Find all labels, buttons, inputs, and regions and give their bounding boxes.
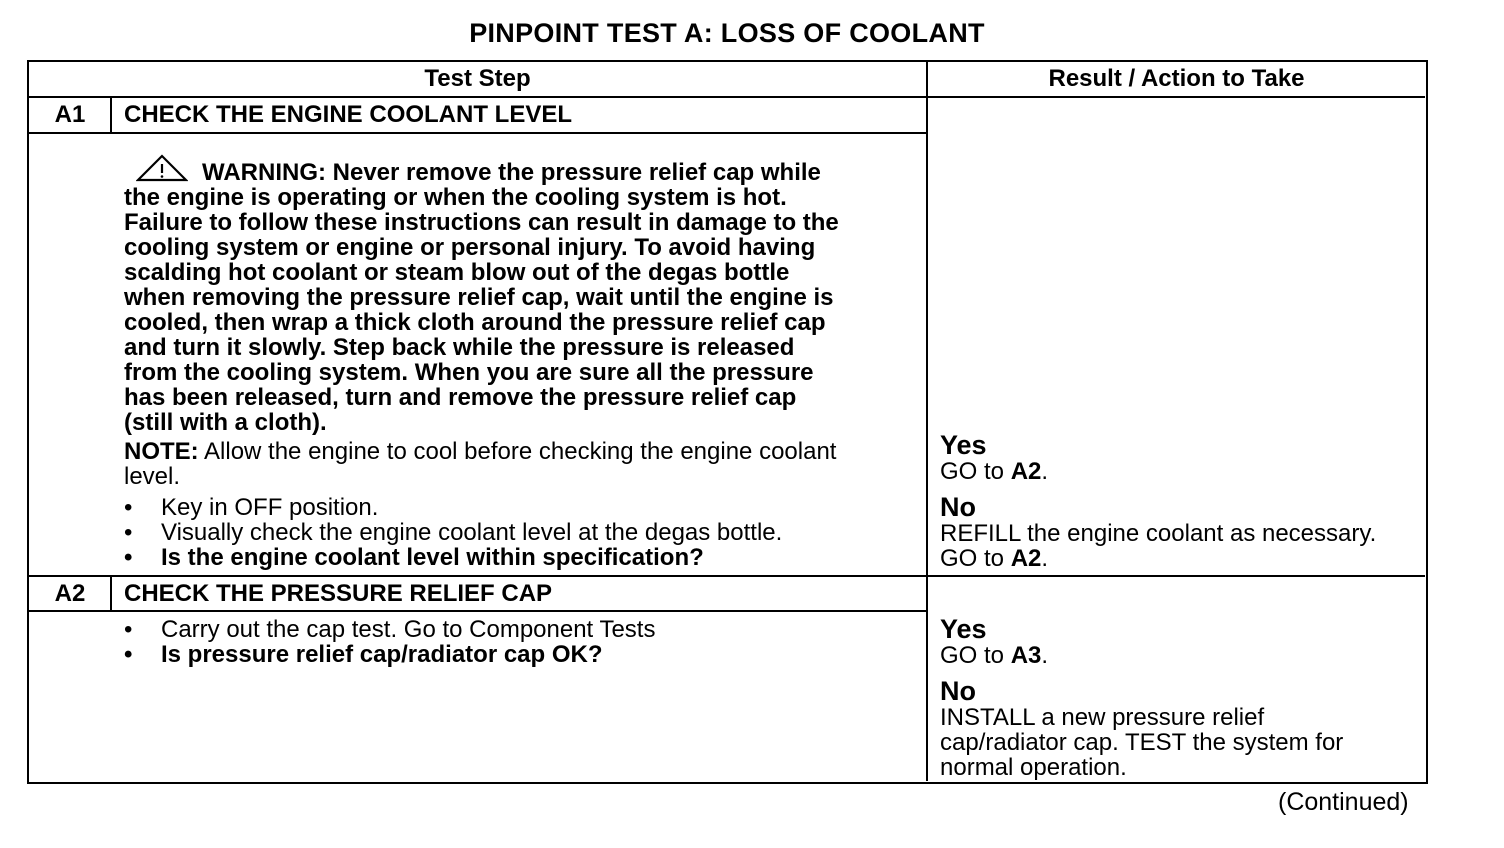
bullet-icon: • [124, 641, 133, 668]
result-no-label: No [940, 492, 976, 522]
result-block-a1 [940, 432, 1376, 571]
bullet-icon: • [124, 544, 133, 571]
column-divider [926, 62, 928, 781]
result-no-goto: GO to A2. [940, 545, 1049, 572]
warning-line: and turn it slowly. Step back while the pressure is released [124, 334, 795, 361]
bullet-list-a2 [124, 617, 914, 667]
pinpoint-test-table [27, 60, 1428, 784]
result-no-action: INSTALL a new pressure relief [940, 704, 1265, 731]
warning-line: cooled, then wrap a thick cloth around the pressure relief cap [124, 309, 826, 336]
result-yes-action: GO to A2. [940, 458, 1049, 485]
header-result-action: Result / Action to Take [1048, 65, 1305, 92]
page-title: PINPOINT TEST A: LOSS OF COOLANT [469, 18, 985, 48]
list-item: • Is pressure relief cap/radiator cap OK? [124, 641, 603, 668]
warning-line: scalding hot coolant or steam blow out of the degas bottle [124, 259, 790, 286]
continued-label: (Continued) [1278, 788, 1409, 816]
result-yes-label: Yes [940, 614, 987, 644]
list-item: • Key in OFF position. [124, 494, 379, 521]
list-item: • Carry out the cap test. Go to Component Tests [124, 616, 656, 643]
warning-line: has been released, turn and remove the pressure relief cap [124, 384, 797, 411]
result-no-action: normal operation. [940, 754, 1127, 781]
bullet-icon: • [124, 494, 133, 521]
warning-line: the engine is operating or when the cooling system is hot. [124, 184, 787, 211]
header-test-step: Test Step [424, 65, 531, 92]
note-text-continued: level. [124, 463, 181, 490]
list-item: • Is the engine coolant level within specification? [124, 544, 704, 571]
step-title-a1: CHECK THE ENGINE COOLANT LEVEL [124, 101, 573, 128]
step-title-a2: CHECK THE PRESSURE RELIEF CAP [124, 580, 553, 607]
note-label: NOTE: [124, 438, 199, 465]
result-block-a2 [940, 616, 1343, 780]
bullet-list-a1 [124, 495, 914, 570]
warning-line: (still with a cloth). [124, 409, 327, 436]
warning-block-a1 [124, 154, 914, 435]
result-no-action: REFILL the engine coolant as necessary. [940, 520, 1377, 547]
result-yes-action: GO to A3. [940, 642, 1049, 669]
step-id-a1: A1 [54, 101, 86, 128]
result-no-label: No [940, 676, 976, 706]
note-block-a1 [124, 439, 914, 489]
warning-triangle-icon [136, 154, 188, 184]
bullet-icon: • [124, 616, 133, 643]
bullet-icon: • [124, 519, 133, 546]
note-text: Allow the engine to cool before checking the engine coolant [204, 438, 837, 465]
result-no-action: cap/radiator cap. TEST the system for [940, 729, 1344, 756]
warning-line: from the cooling system. When you are sure all the pressure [124, 359, 814, 386]
step-id-a2: A2 [54, 580, 86, 607]
step-title-divider-a1 [29, 132, 926, 134]
warning-line: cooling system or engine or personal injury. To avoid having [124, 234, 816, 261]
list-item: • Visually check the engine coolant level at the degas bottle. [124, 519, 783, 546]
warning-line: Failure to follow these instructions can result in damage to the [124, 209, 839, 236]
warning-line: WARNING: Never remove the pressure relief cap while [124, 154, 914, 185]
warning-line: when removing the pressure relief cap, wait until the engine is [124, 284, 834, 311]
result-yes-label: Yes [940, 430, 987, 460]
